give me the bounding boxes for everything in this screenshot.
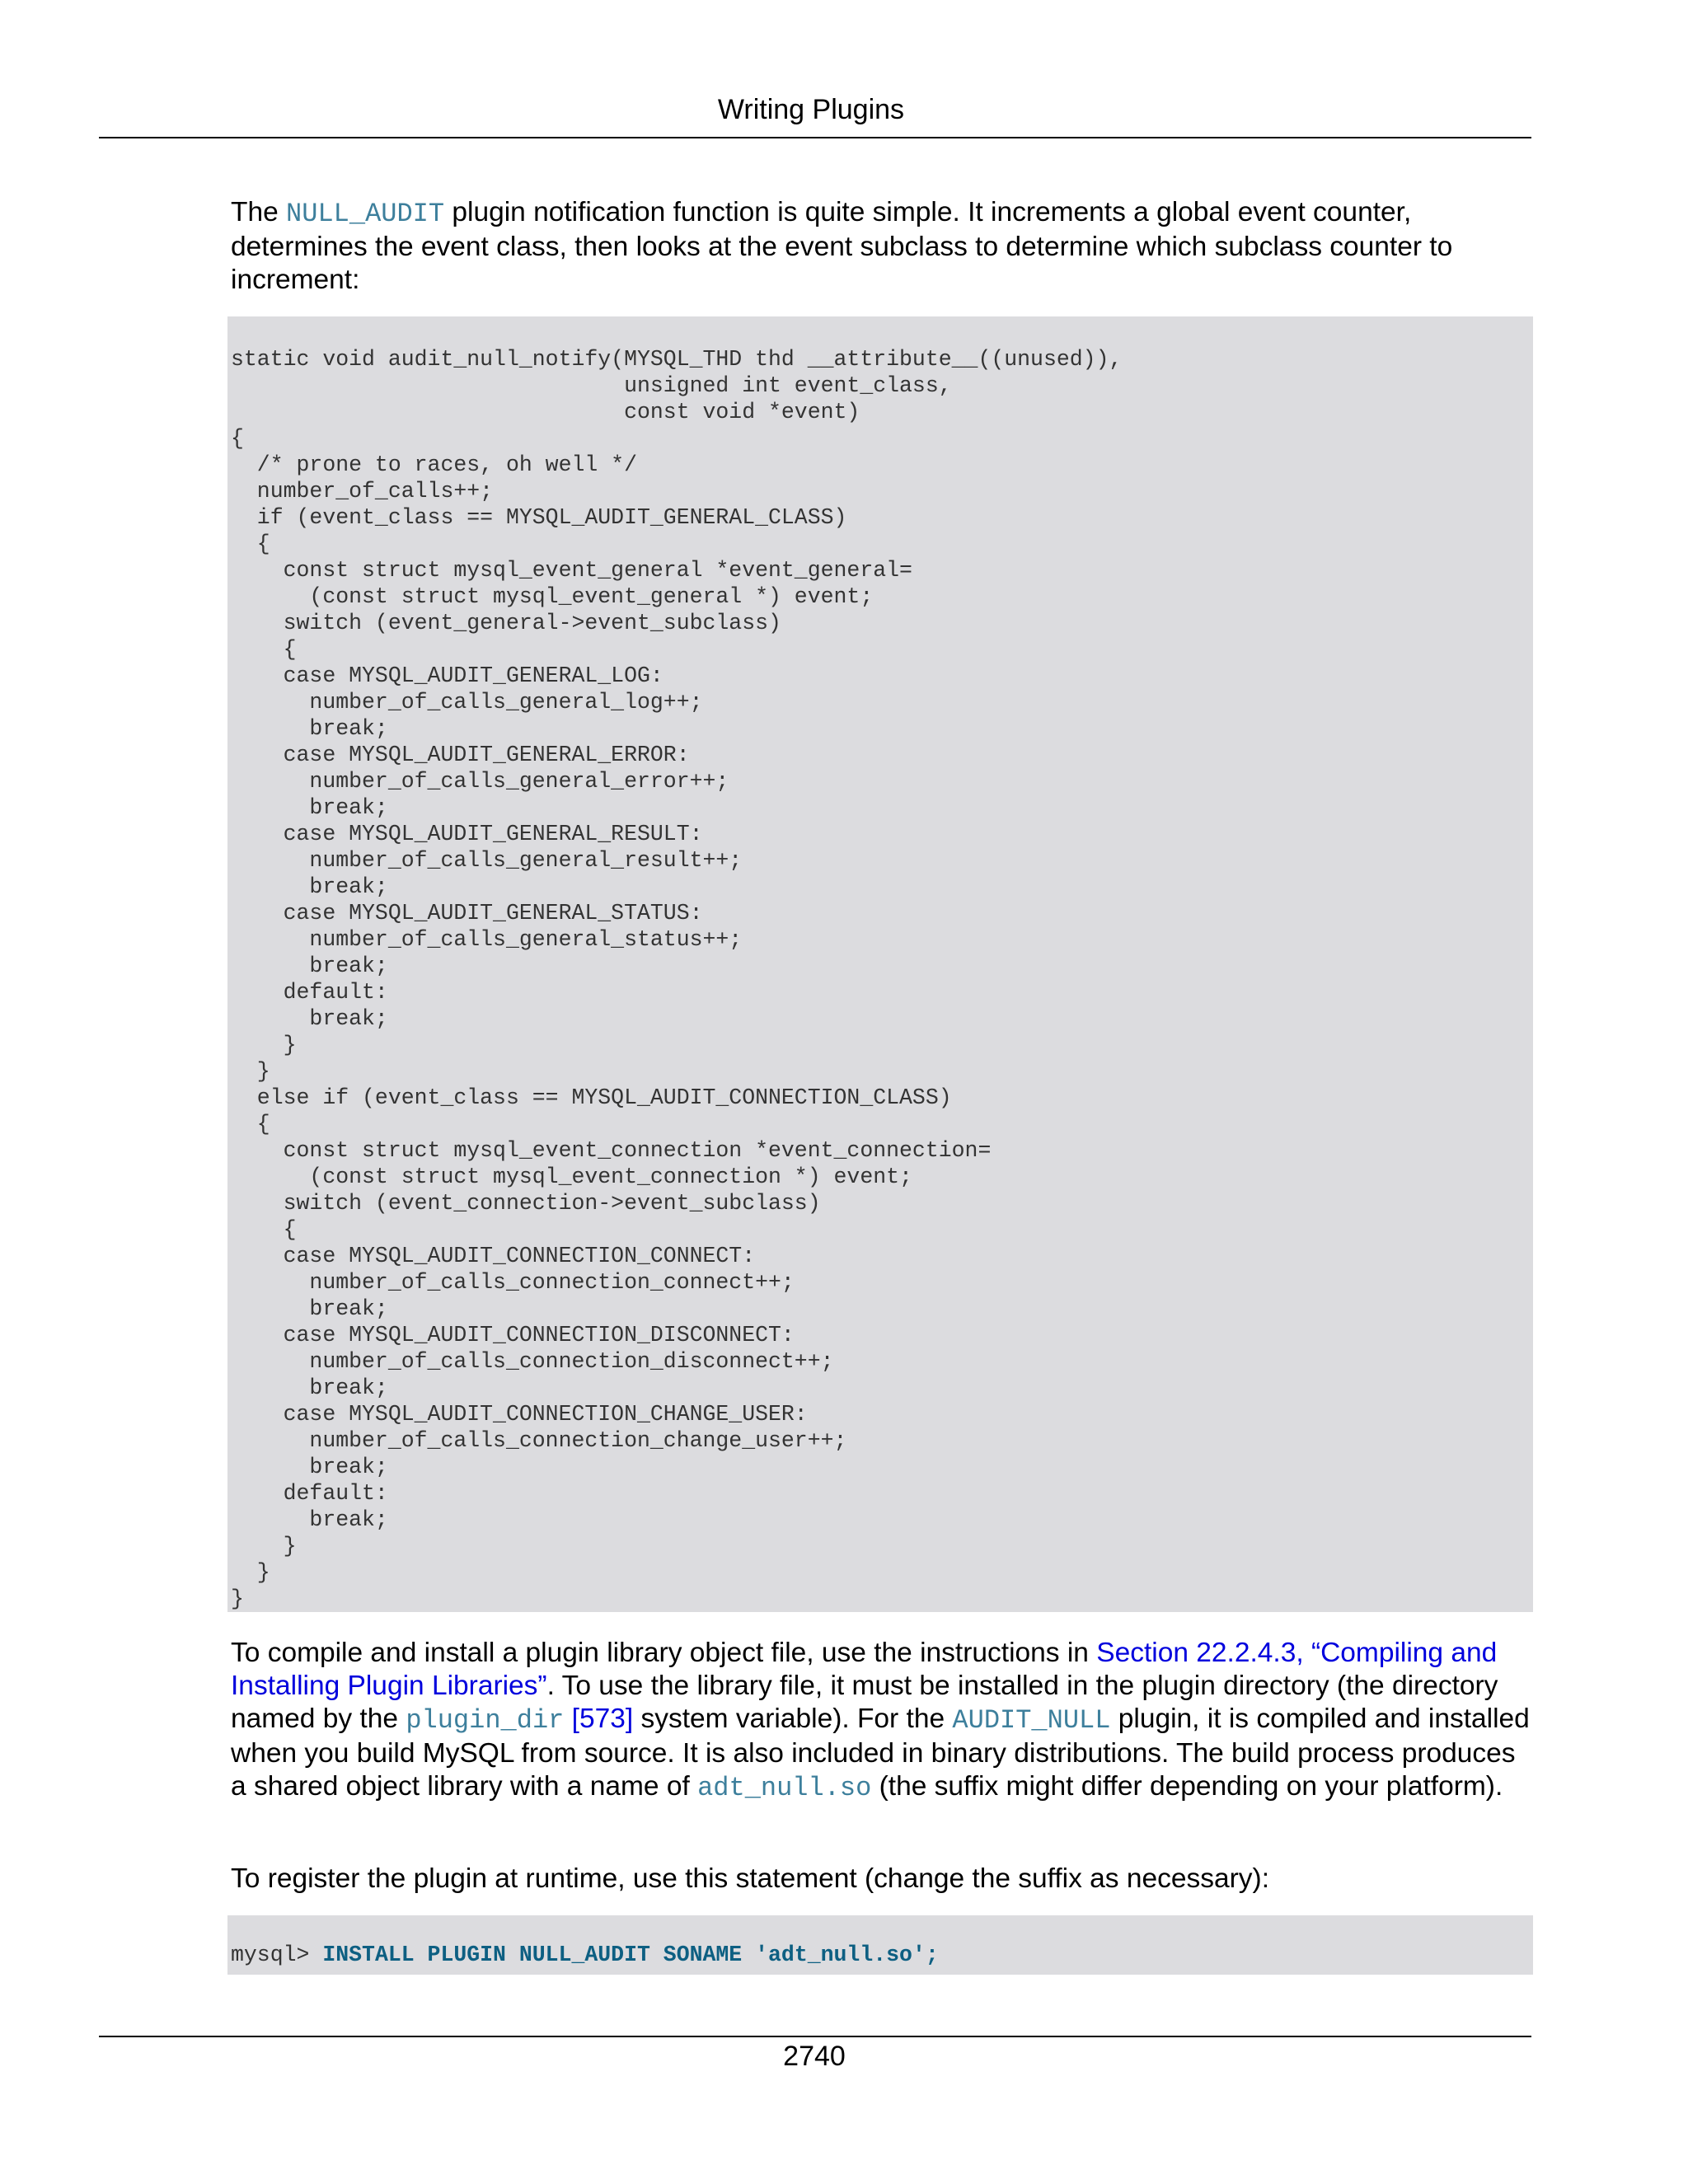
code-line: }: [231, 1534, 297, 1558]
code-line: default:: [231, 1481, 388, 1506]
code-line: {: [231, 637, 297, 662]
code-line: number_of_calls_general_result++;: [231, 848, 743, 873]
code-line: (const struct mysql_event_general *) event;: [231, 584, 874, 609]
code-line: else if (event_class == MYSQL_AUDIT_CONNECTION_CLASS): [231, 1085, 952, 1110]
compile-install-paragraph: [231, 1637, 1533, 1805]
install-plugin-command: INSTALL PLUGIN NULL_AUDIT SONAME 'adt_null.so';: [322, 1943, 939, 1967]
code-line: break;: [231, 874, 388, 899]
code-line: number_of_calls_connection_connect++;: [231, 1270, 795, 1295]
register-paragraph: To register the plugin at runtime, use this statement (change the suffix as necessary):: [231, 1863, 1269, 1894]
compile-text-3: system variable). For the: [633, 1704, 953, 1734]
code-line: }: [231, 1586, 244, 1611]
code-line: case MYSQL_AUDIT_GENERAL_STATUS:: [231, 901, 703, 926]
compile-text-2: . To use the library file, it must be installed in the plugin directory (the directory named by the: [231, 1671, 1498, 1734]
code-line: case MYSQL_AUDIT_GENERAL_ERROR:: [231, 743, 690, 767]
code-line: break;: [231, 1507, 388, 1532]
code-line: {: [231, 532, 270, 556]
code-line: {: [231, 1112, 270, 1137]
code-line: default:: [231, 980, 388, 1005]
inline-code-plugin-dir[interactable]: plugin_dir: [406, 1705, 565, 1736]
code-line: const struct mysql_event_general *event_general=: [231, 558, 912, 583]
code-line: }: [231, 1560, 270, 1585]
code-line: static void audit_null_notify(MYSQL_THD thd __attribute__((unused)),: [231, 347, 1123, 372]
code-line: {: [231, 426, 244, 451]
section-link-compiling-plugins[interactable]: Section 22.2.4.3, “Compiling and Installing Plugin Libraries”: [231, 1638, 1498, 1701]
intro-text-after: plugin notification function is quite simple. It increments a global event counter, determines the event class, then looks at the event subclass to determine which subclass counter to increment:: [231, 197, 1453, 295]
code-line: number_of_calls_connection_change_user++;: [231, 1428, 847, 1453]
page-header-title: Writing Plugins: [717, 94, 905, 125]
code-line: number_of_calls_connection_disconnect++;: [231, 1349, 834, 1374]
code-line: const void *event): [231, 400, 860, 424]
footer-rule: [99, 2036, 1531, 2037]
ref-link-573[interactable]: [573]: [571, 1704, 634, 1734]
inline-code-audit-null: AUDIT_NULL: [952, 1705, 1111, 1736]
compile-text-4: plugin, it is compiled and installed when you build MySQL from source. It is also included in binary distributions. The build process produces a shared object library with a name of: [231, 1704, 1530, 1802]
compile-text-1: To compile and install a plugin library object file, use the instructions in: [231, 1638, 1097, 1668]
code-line: case MYSQL_AUDIT_GENERAL_RESULT:: [231, 822, 703, 846]
code-line: }: [231, 1033, 297, 1057]
intro-text-before: The: [231, 197, 287, 227]
code-line: number_of_calls_general_error++;: [231, 769, 729, 794]
code-line: break;: [231, 1455, 388, 1479]
audit-null-notify-code-block: [227, 316, 1533, 1612]
code-line: {: [231, 1217, 297, 1242]
code-line: break;: [231, 1296, 388, 1321]
inline-code-adt-null-so: adt_null.so: [697, 1773, 872, 1803]
page-number: 2740: [783, 2041, 846, 2072]
install-command-line: [227, 1942, 1533, 1968]
code-line: case MYSQL_AUDIT_CONNECTION_CONNECT:: [231, 1244, 756, 1268]
intro-paragraph: [231, 196, 1533, 297]
code-line: number_of_calls_general_log++;: [231, 690, 703, 715]
code-line: unsigned int event_class,: [231, 373, 952, 398]
code-line: break;: [231, 954, 388, 978]
code-line: const struct mysql_event_connection *event_connection=: [231, 1138, 992, 1163]
code-line: break;: [231, 795, 388, 820]
code-line: case MYSQL_AUDIT_CONNECTION_DISCONNECT:: [231, 1323, 795, 1347]
code-line: break;: [231, 1376, 388, 1400]
header-rule: [99, 137, 1531, 138]
compile-text-5: (the suffix might differ depending on your platform).: [871, 1771, 1503, 1802]
code-line: break;: [231, 1006, 388, 1031]
code-line: switch (event_connection->event_subclass): [231, 1191, 821, 1216]
code-line: }: [231, 1059, 270, 1084]
code-line: (const struct mysql_event_connection *) event;: [231, 1165, 912, 1189]
code-line: break;: [231, 716, 388, 741]
install-plugin-code-block: [227, 1915, 1533, 1975]
code-line: number_of_calls_general_status++;: [231, 927, 743, 952]
code-line: case MYSQL_AUDIT_GENERAL_LOG:: [231, 663, 663, 688]
code-line: case MYSQL_AUDIT_CONNECTION_CHANGE_USER:: [231, 1402, 808, 1427]
code-line: /* prone to races, oh well */: [231, 452, 637, 477]
inline-code-null-audit: NULL_AUDIT: [286, 199, 445, 229]
code-line: if (event_class == MYSQL_AUDIT_GENERAL_CLASS): [231, 505, 847, 530]
code-line: number_of_calls++;: [231, 479, 494, 504]
mysql-prompt: mysql>: [231, 1943, 323, 1967]
code-line: switch (event_general->event_subclass): [231, 611, 781, 635]
